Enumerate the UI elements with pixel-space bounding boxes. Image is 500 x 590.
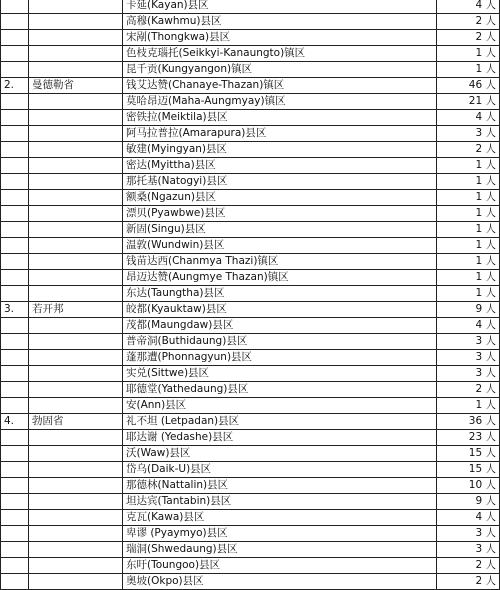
table-row — [1, 302, 500, 318]
table-row — [1, 366, 500, 382]
table-row — [1, 318, 500, 334]
table-row — [1, 46, 500, 62]
state-name-cell — [29, 238, 123, 254]
count-cell: 36 人 — [437, 414, 500, 430]
state-name-cell — [29, 542, 123, 558]
count-cell: 3 人 — [437, 526, 500, 542]
township-cell: 奥坡(Okpo)县区 — [123, 574, 437, 590]
count-cell: 2 人 — [437, 558, 500, 574]
township-cell: 漂贝(Pyawbwe)县区 — [123, 206, 437, 222]
state-name-cell — [29, 206, 123, 222]
state-name-cell: 若开邦 — [29, 302, 123, 318]
row-number-cell — [1, 526, 29, 542]
state-name-cell — [29, 62, 123, 78]
township-cell: 蓬那遭(Phonnagyun)县区 — [123, 350, 437, 366]
row-number-cell — [1, 174, 29, 190]
table-row — [1, 142, 500, 158]
state-name-cell — [29, 430, 123, 446]
township-cell: 东达(Taungtha)县区 — [123, 286, 437, 302]
count-cell: 1 人 — [437, 62, 500, 78]
count-cell: 1 人 — [437, 238, 500, 254]
state-name-cell: 勃固省 — [29, 414, 123, 430]
row-number-cell — [1, 462, 29, 478]
table-row — [1, 110, 500, 126]
state-name-cell — [29, 30, 123, 46]
township-cell: 密达(Myittha)县区 — [123, 158, 437, 174]
count-cell: 10 人 — [437, 478, 500, 494]
table-row — [1, 254, 500, 270]
table-row — [1, 222, 500, 238]
row-number-cell — [1, 158, 29, 174]
table-row — [1, 78, 500, 94]
count-cell: 1 人 — [437, 398, 500, 414]
township-cell: 耶达谢 (Yedashe)县区 — [123, 430, 437, 446]
township-cell: 岱乌(Daik-U)县区 — [123, 462, 437, 478]
row-number-cell — [1, 110, 29, 126]
table-row — [1, 398, 500, 414]
count-cell: 15 人 — [437, 462, 500, 478]
table-row — [1, 14, 500, 30]
township-cell: 实兑(Sittwe)县区 — [123, 366, 437, 382]
count-cell: 1 人 — [437, 206, 500, 222]
count-cell: 21 人 — [437, 94, 500, 110]
table-row — [1, 94, 500, 110]
table-row — [1, 574, 500, 590]
count-cell: 9 人 — [437, 494, 500, 510]
table-row — [1, 526, 500, 542]
state-name-cell — [29, 0, 123, 14]
state-name-cell — [29, 14, 123, 30]
state-name-cell — [29, 174, 123, 190]
row-number-cell — [1, 350, 29, 366]
township-cell: 皎都(Kyauktaw)县区 — [123, 302, 437, 318]
table-row — [1, 286, 500, 302]
row-number-cell — [1, 398, 29, 414]
table-row — [1, 558, 500, 574]
table-row — [1, 206, 500, 222]
state-name-cell — [29, 254, 123, 270]
count-cell: 23 人 — [437, 430, 500, 446]
table-row — [1, 62, 500, 78]
state-name-cell — [29, 478, 123, 494]
township-cell: 普帝洞(Buthidaung)县区 — [123, 334, 437, 350]
table-row — [1, 478, 500, 494]
table-row — [1, 270, 500, 286]
count-cell: 1 人 — [437, 222, 500, 238]
count-cell: 1 人 — [437, 190, 500, 206]
count-cell: 3 人 — [437, 542, 500, 558]
township-cell: 沃(Waw)县区 — [123, 446, 437, 462]
table-row — [1, 462, 500, 478]
row-number-cell — [1, 94, 29, 110]
table-row — [1, 30, 500, 46]
township-cell: 瑞洞(Shwedaung)县区 — [123, 542, 437, 558]
state-name-cell — [29, 126, 123, 142]
count-cell: 3 人 — [437, 334, 500, 350]
count-cell: 4 人 — [437, 510, 500, 526]
table-row — [1, 494, 500, 510]
row-number-cell — [1, 62, 29, 78]
count-cell: 1 人 — [437, 270, 500, 286]
township-cell: 高穆(Kawhmu)县区 — [123, 14, 437, 30]
row-number-cell — [1, 446, 29, 462]
count-cell: 1 人 — [437, 158, 500, 174]
row-number-cell — [1, 430, 29, 446]
row-number-cell — [1, 574, 29, 590]
row-number-cell: 4. — [1, 414, 29, 430]
state-name-cell — [29, 558, 123, 574]
state-name-cell — [29, 142, 123, 158]
row-number-cell: 2. — [1, 78, 29, 94]
count-cell: 3 人 — [437, 350, 500, 366]
count-cell: 2 人 — [437, 574, 500, 590]
row-number-cell — [1, 126, 29, 142]
row-number-cell — [1, 334, 29, 350]
state-name-cell — [29, 46, 123, 62]
row-number-cell — [1, 222, 29, 238]
state-name-cell — [29, 446, 123, 462]
table-row — [1, 126, 500, 142]
table-row — [1, 158, 500, 174]
row-number-cell — [1, 494, 29, 510]
count-cell: 3 人 — [437, 126, 500, 142]
state-name-cell — [29, 526, 123, 542]
table-row — [1, 430, 500, 446]
table-row — [1, 414, 500, 430]
township-cell: 卡延(Kayan)县区 — [123, 0, 437, 14]
table-row — [1, 0, 500, 14]
state-name-cell — [29, 398, 123, 414]
count-cell: 4 人 — [437, 318, 500, 334]
table-row — [1, 238, 500, 254]
township-cell: 新固(Singu)县区 — [123, 222, 437, 238]
row-number-cell — [1, 14, 29, 30]
row-number-cell — [1, 558, 29, 574]
row-number-cell — [1, 46, 29, 62]
table-row — [1, 446, 500, 462]
table-row — [1, 510, 500, 526]
row-number-cell — [1, 478, 29, 494]
state-name-cell — [29, 94, 123, 110]
township-cell: 昆千贡(Kungyangon)镇区 — [123, 62, 437, 78]
state-name-cell — [29, 222, 123, 238]
township-cell: 耶德堂(Yathedaung)县区 — [123, 382, 437, 398]
township-cell: 昂迈达赞(Aungmye Thazan)镇区 — [123, 270, 437, 286]
township-cell: 色枝克瑙托(Seikkyi-Kanaungto)镇区 — [123, 46, 437, 62]
state-name-cell — [29, 366, 123, 382]
state-name-cell — [29, 510, 123, 526]
row-number-cell — [1, 238, 29, 254]
row-number-cell — [1, 318, 29, 334]
state-name-cell — [29, 334, 123, 350]
township-cell: 钱艾达赞(Chanaye-Thazan)镇区 — [123, 78, 437, 94]
count-cell: 2 人 — [437, 142, 500, 158]
table-row — [1, 542, 500, 558]
count-cell: 3 人 — [437, 366, 500, 382]
township-cell: 东吁(Toungoo)县区 — [123, 558, 437, 574]
count-cell: 1 人 — [437, 174, 500, 190]
state-name-cell — [29, 190, 123, 206]
township-cell: 钱苗达西(Chanmya Thazi)镇区 — [123, 254, 437, 270]
township-cell: 敏建(Myingyan)县区 — [123, 142, 437, 158]
township-cell: 坦达宾(Tantabin)县区 — [123, 494, 437, 510]
township-cell: 茂都(Maungdaw)县区 — [123, 318, 437, 334]
row-number-cell — [1, 542, 29, 558]
row-number-cell — [1, 286, 29, 302]
table-row — [1, 334, 500, 350]
table-row — [1, 350, 500, 366]
township-cell: 安(Ann)县区 — [123, 398, 437, 414]
township-cell: 那德林(Nattalin)县区 — [123, 478, 437, 494]
count-cell: 1 人 — [437, 286, 500, 302]
count-cell: 4 人 — [437, 110, 500, 126]
row-number-cell — [1, 254, 29, 270]
township-cell: 温敦(Wundwin)县区 — [123, 238, 437, 254]
row-number-cell — [1, 0, 29, 14]
table-row — [1, 382, 500, 398]
state-name-cell — [29, 462, 123, 478]
township-cell: 额桑(Ngazun)县区 — [123, 190, 437, 206]
township-cell: 宋剐(Thongkwa)县区 — [123, 30, 437, 46]
township-cell: 密铁拉(Meiktila)县区 — [123, 110, 437, 126]
row-number-cell — [1, 142, 29, 158]
row-number-cell — [1, 30, 29, 46]
state-name-cell — [29, 318, 123, 334]
count-cell: 46 人 — [437, 78, 500, 94]
state-name-cell — [29, 158, 123, 174]
count-cell: 1 人 — [437, 254, 500, 270]
row-number-cell — [1, 190, 29, 206]
state-name-cell — [29, 382, 123, 398]
table-row — [1, 190, 500, 206]
township-cell: 礼不坦 (Letpadan)县区 — [123, 414, 437, 430]
township-cell: 莫哈昂迈(Maha-Aungmyay)镇区 — [123, 94, 437, 110]
table-row — [1, 174, 500, 190]
township-cell: 克瓦(Kawa)县区 — [123, 510, 437, 526]
row-number-cell — [1, 366, 29, 382]
township-cell: 那托基(Natogyi)县区 — [123, 174, 437, 190]
row-number-cell — [1, 270, 29, 286]
township-cell: 卑谬 (Pyaymyo)县区 — [123, 526, 437, 542]
state-name-cell — [29, 286, 123, 302]
state-name-cell — [29, 494, 123, 510]
state-name-cell — [29, 110, 123, 126]
count-cell: 4 人 — [437, 0, 500, 14]
state-name-cell — [29, 270, 123, 286]
count-cell: 2 人 — [437, 14, 500, 30]
count-cell: 1 人 — [437, 46, 500, 62]
count-cell: 9 人 — [437, 302, 500, 318]
row-number-cell — [1, 206, 29, 222]
state-name-cell — [29, 350, 123, 366]
row-number-cell: 3. — [1, 302, 29, 318]
count-cell: 2 人 — [437, 30, 500, 46]
row-number-cell — [1, 382, 29, 398]
count-cell: 2 人 — [437, 382, 500, 398]
table-body — [1, 0, 500, 590]
count-cell: 15 人 — [437, 446, 500, 462]
state-name-cell — [29, 574, 123, 590]
township-cell: 阿马拉普拉(Amarapura)县区 — [123, 126, 437, 142]
state-name-cell: 曼德勒省 — [29, 78, 123, 94]
row-number-cell — [1, 510, 29, 526]
